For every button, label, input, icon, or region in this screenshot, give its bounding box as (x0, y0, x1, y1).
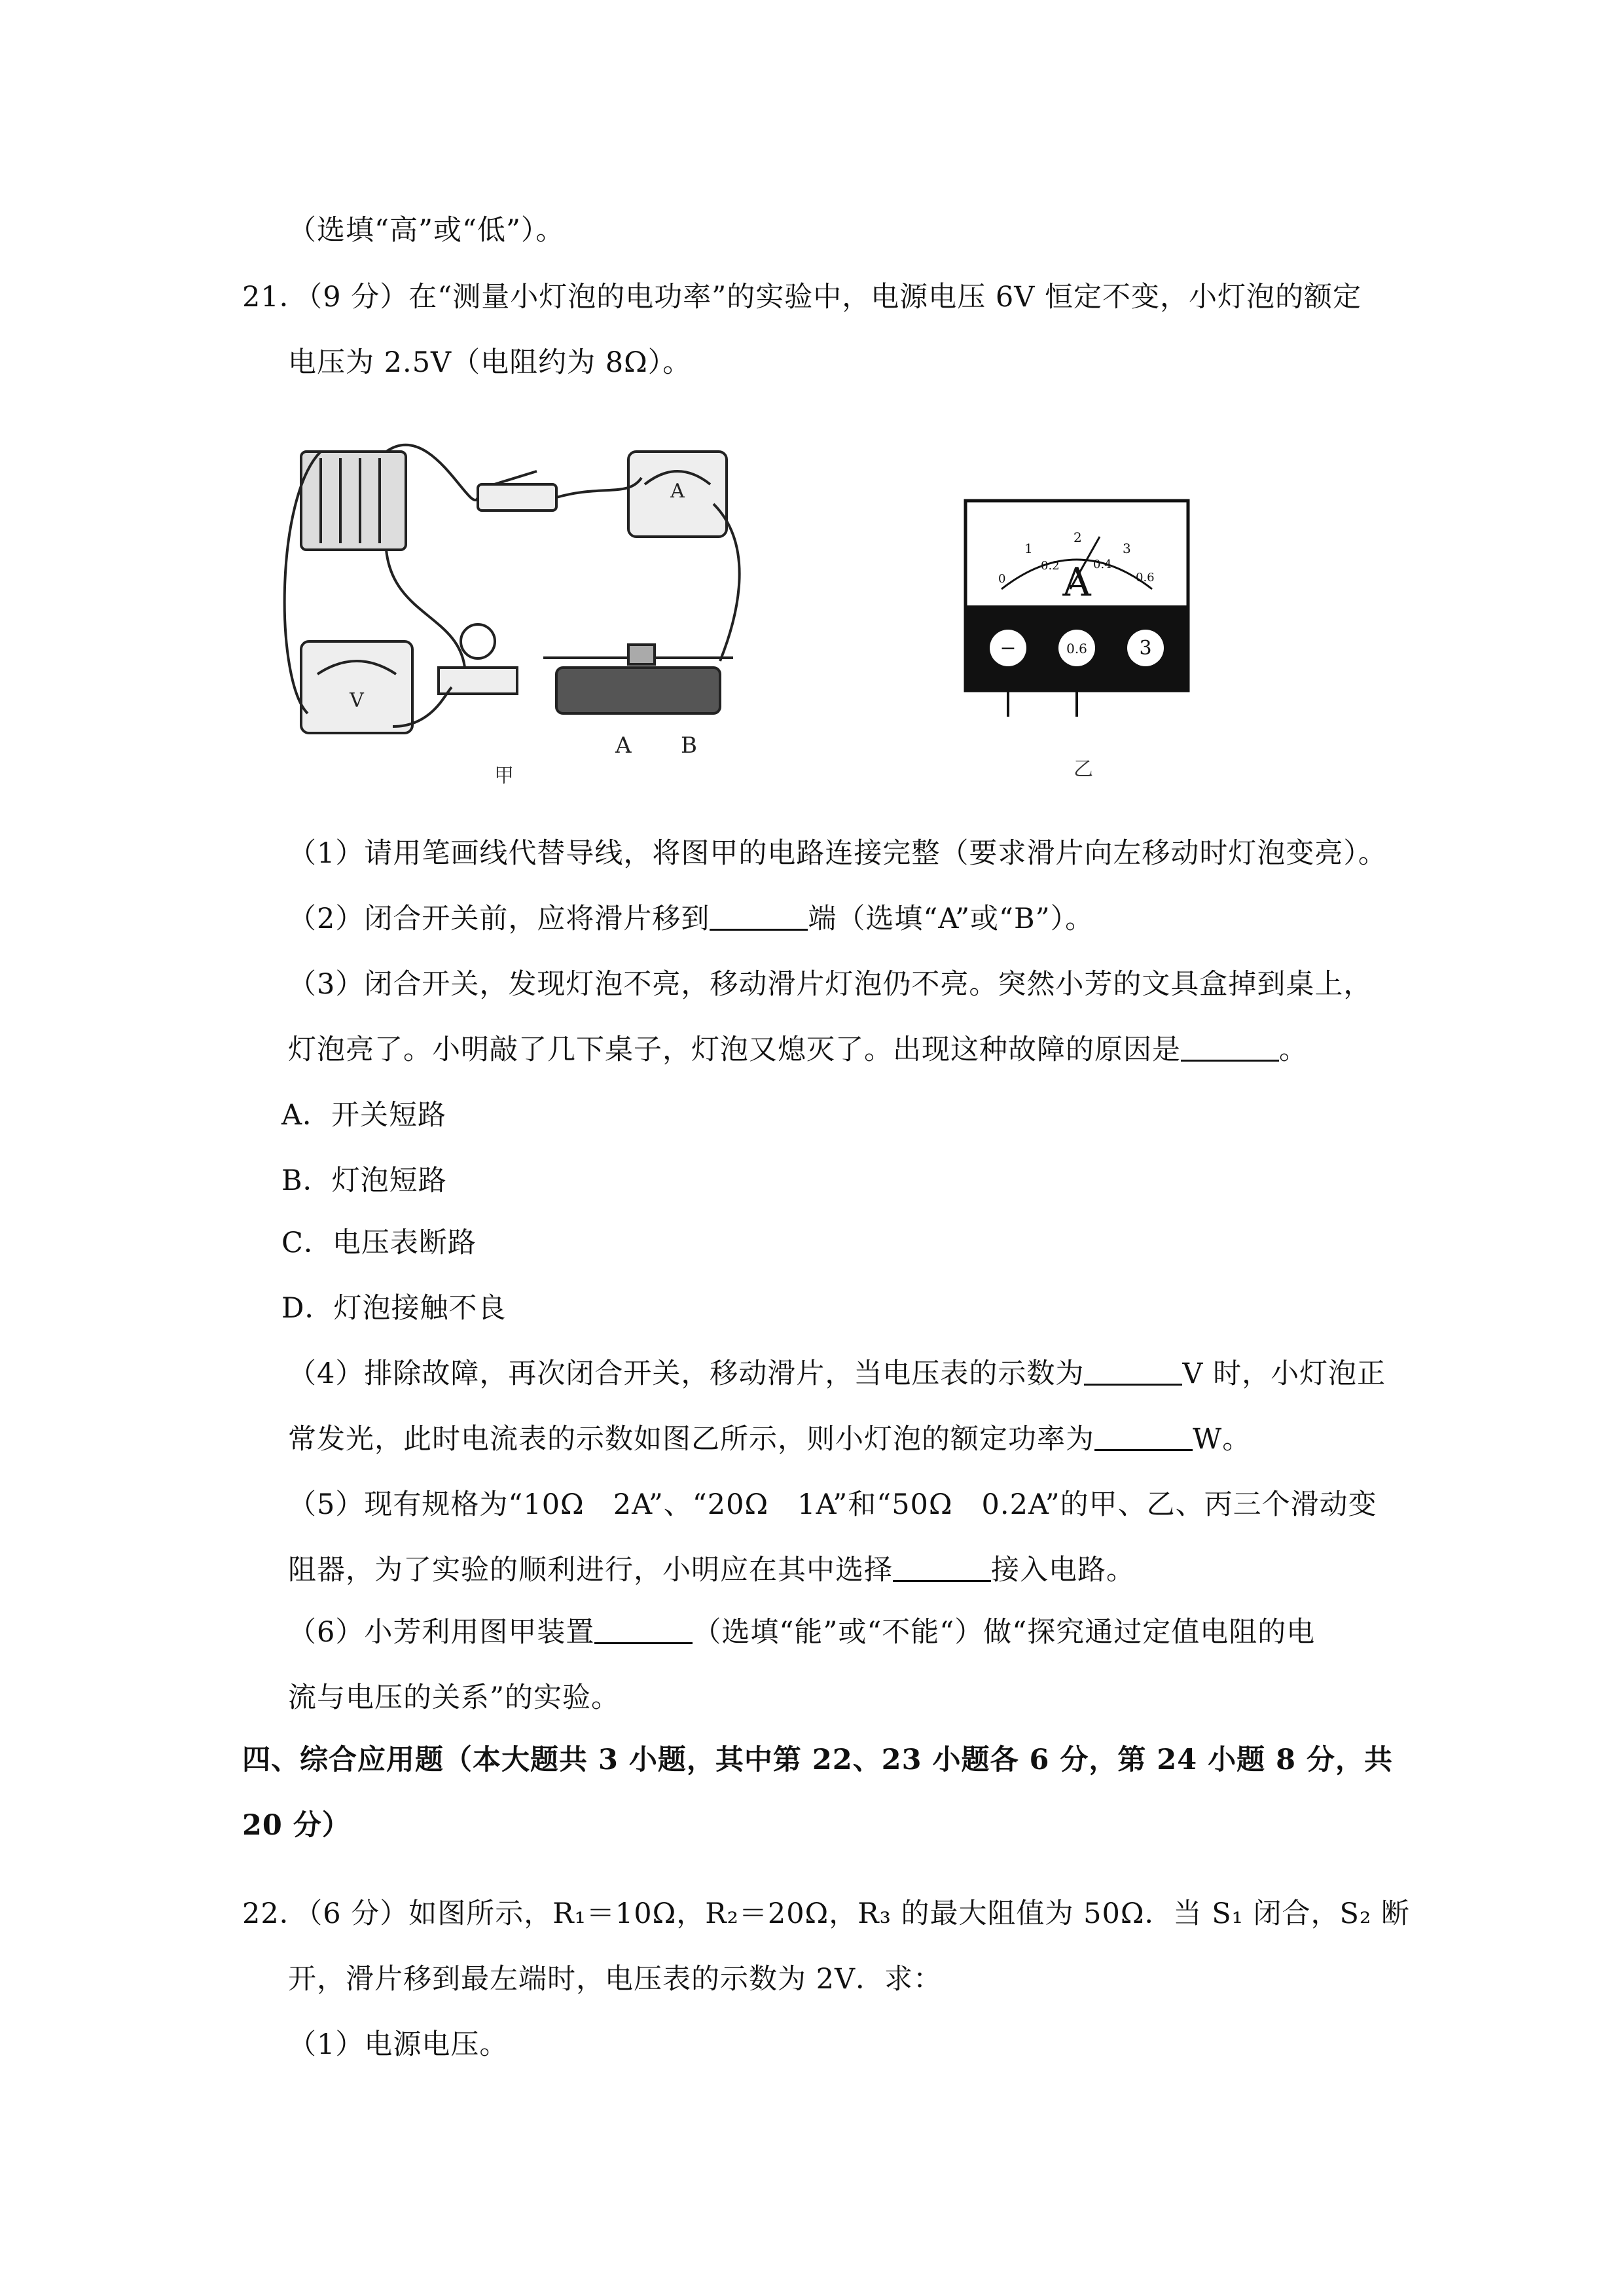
answer-blank[interactable] (1084, 1357, 1182, 1386)
terminal-b-label: B (681, 732, 697, 759)
line-fill-choice: （选填“高”或“低”）。 (288, 214, 565, 247)
q21-part-6b: 流与电压的关系”的实验。 (288, 1681, 620, 1714)
answer-blank[interactable] (1094, 1423, 1193, 1451)
voltmeter (301, 641, 412, 733)
q21-part-5: （5）现有规格为“10Ω 2A”、“20Ω 1A”和“50Ω 0.2A”的甲、乙、丙三个滑动变 (288, 1488, 1377, 1521)
answer-blank[interactable] (594, 1616, 693, 1644)
scale-bottom-1: 0.2 (1041, 559, 1060, 573)
option-a: A．开关短路 (281, 1099, 447, 1132)
rheostat (556, 668, 720, 713)
question-21-head: 21．（9 分）在“测量小灯泡的电功率”的实验中，电源电压 6V 恒定不变，小灯泡的额定 (242, 281, 1362, 314)
answer-blank[interactable] (1181, 1033, 1279, 1062)
question-22: 22．（6 分）如图所示，R₁＝10Ω，R₂＝20Ω，R₃ 的最大阻值为 50Ω．当 S₁ 闭合，S₂ 断 (242, 1897, 1410, 1930)
section-4-title-2: 20 分） (242, 1809, 351, 1842)
q21-part-3: （3）闭合开关，发现灯泡不亮，移动滑片灯泡仍不亮。突然小芳的文具盒掉到桌上， (288, 968, 1373, 1001)
scale-bottom-2: 0.4 (1093, 558, 1112, 571)
svg-text:0.6: 0.6 (1066, 641, 1087, 656)
section-4-title: 四、综合应用题（本大题共 3 小题，其中第 22、23 小题各 6 分，第 24 小题 8 分，共 (242, 1744, 1393, 1776)
scale-bottom-0: 0 (998, 572, 1006, 586)
figure-yi-ammeter (962, 497, 1191, 720)
switch (478, 484, 556, 511)
scale-top-2: 2 (1074, 529, 1082, 545)
voltmeter-label: V (350, 689, 364, 712)
figure-jia-caption: 甲 (494, 764, 514, 787)
option-d: D．灯泡接触不良 (281, 1292, 507, 1325)
q21-part-5b: 阻器，为了实验的顺利进行，小明应在其中选择 接入电路。 (288, 1554, 1135, 1587)
question-21-head-2: 电压为 2.5V（电阻约为 8Ω）。 (288, 346, 692, 379)
answer-blank[interactable] (710, 903, 808, 931)
ammeter-dial (962, 497, 1191, 720)
figure-yi-caption: 乙 (1074, 758, 1093, 781)
scale-top-3: 3 (1123, 541, 1131, 556)
terminal-a-label: A (615, 732, 632, 759)
battery-pack (301, 452, 406, 550)
question-22-part-1: （1）电源电压。 (288, 2028, 509, 2061)
svg-text:−: − (1000, 637, 1017, 660)
q21-part-2: （2）闭合开关前，应将滑片移到 端（选填“A”或“B”）。 (288, 903, 1094, 935)
option-b: B．灯泡短路 (281, 1164, 447, 1197)
scale-top-1: 1 (1024, 541, 1033, 556)
bulb (461, 624, 495, 658)
q21-part-3b: 灯泡亮了。小明敲了几下桌子，灯泡又熄灭了。出现这种故障的原因是 。 (288, 1033, 1308, 1066)
q21-part-4: （4）排除故障，再次闭合开关，移动滑片，当电压表的示数为 V 时，小灯泡正 (288, 1357, 1386, 1390)
q21-part-1: （1）请用笔画线代替导线，将图甲的电路连接完整（要求滑片向左移动时灯泡变亮）。 (288, 837, 1387, 870)
figure-jia-circuit (262, 419, 759, 785)
scale-bottom-3: 0.6 (1136, 571, 1155, 584)
circuit-drawing (262, 419, 759, 785)
answer-blank[interactable] (893, 1554, 991, 1582)
question-22b: 开，滑片移到最左端时，电压表的示数为 2V．求： (288, 1963, 943, 1996)
q21-part-4b: 常发光，此时电流表的示数如图乙所示，则小灯泡的额定功率为 W。 (288, 1423, 1252, 1456)
ammeter-label: A (670, 480, 685, 503)
svg-text:3: 3 (1139, 637, 1152, 660)
option-c: C．电压表断路 (281, 1227, 477, 1259)
q21-part-6: （6）小芳利用图甲装置 （选填“能”或“不能“）做“探究通过定值电阻的电 (288, 1616, 1316, 1649)
unit-label: A (1062, 560, 1091, 605)
